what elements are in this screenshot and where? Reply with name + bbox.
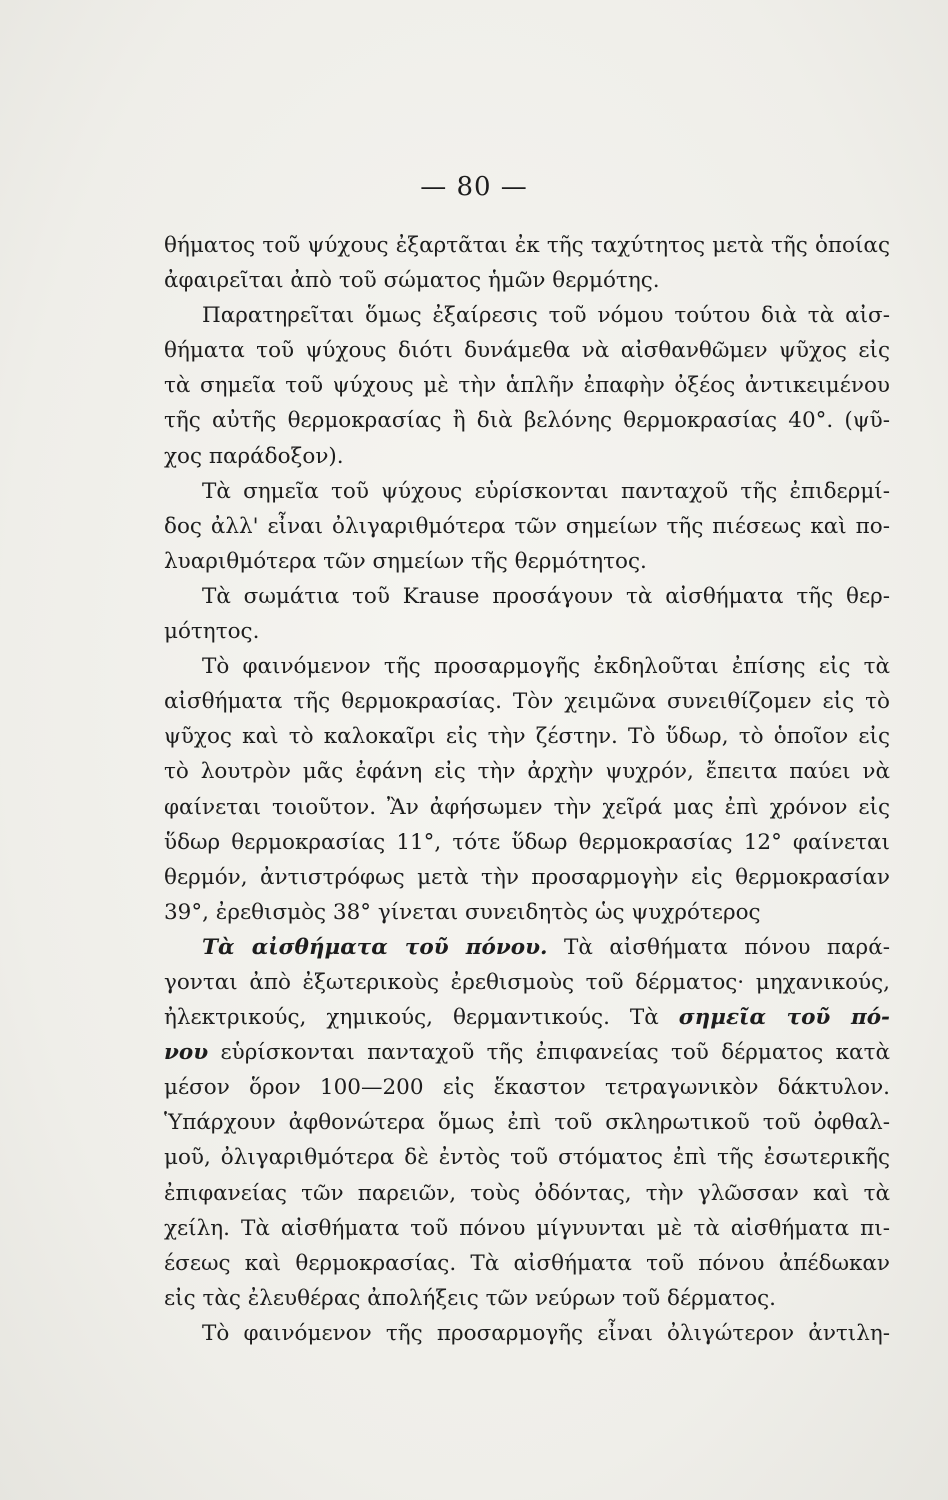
- text-line: εἰς τὰς ἐλευθέρας ἀπολήξεις τῶν νεύρων τοῦ δέρματος.: [164, 1285, 776, 1311]
- text-line: αἰσθήματα τῆς θερμοκρασίας. Τὸν χειμῶνα συνειθίζομεν εἰς τὸ: [164, 689, 890, 715]
- text-line: θήματα τοῦ ψύχους διότι δυνάμεθα νὰ αἰσθανθῶμεν ψῦχος εἰς: [164, 338, 890, 364]
- section-heading-line: Τὰ αἰσθήματα τοῦ πόνου. Τὰ αἰσθήματα πόνου παρά-: [202, 934, 890, 960]
- text-line: θήματος τοῦ ψύχους ἐξαρτᾶται ἐκ τῆς ταχύτητος μετὰ τῆς ὁποίας: [164, 233, 890, 258]
- text-line: μότητος.: [164, 619, 260, 645]
- text-line: ἐπιφανείας τῶν παρειῶν, τοὺς ὀδόντας, τὴν γλῶσσαν καὶ τὰ: [164, 1180, 890, 1206]
- text-line: Ὑπάρχουν ἀφθονώτερα ὅμως ἐπὶ τοῦ σκληρωτικοῦ τοῦ ὀφθαλ-: [164, 1110, 890, 1136]
- page-number: — 80 —: [420, 172, 528, 202]
- text-line: τῆς αὐτῆς θερμοκρασίας ἢ διὰ βελόνης θερμοκρασίας 40°. (ψῦ-: [164, 408, 890, 434]
- text-line: γονται ἀπὸ ἐξωτερικοὺς ἐρεθισμοὺς τοῦ δέρματος· μηχανικούς,: [164, 969, 890, 995]
- text-line: 39°, ἐρεθισμὸς 38° γίνεται συνειδητὸς ὡς ψυχρότερος: [164, 899, 761, 925]
- text-line: χος παράδοξον).: [164, 443, 344, 469]
- text-line: νου εὑρίσκονται πανταχοῦ τῆς ἐπιφανείας τοῦ δέρματος κατὰ: [164, 1040, 890, 1066]
- text-line: μοῦ, ὀλιγαριθμότερα δὲ ἐντὸς τοῦ στόματος ἐπὶ τῆς ἐσωτερικῆς: [164, 1145, 890, 1171]
- paragraph-start-line: Τὸ φαινόμενον τῆς προσαρμογῆς ἐκδηλοῦται ἐπίσης εἰς τὰ: [202, 654, 890, 680]
- emphasis-term: σημεῖα τοῦ πό-: [678, 1005, 890, 1031]
- text-line: ψῦχος καὶ τὸ καλοκαῖρι εἰς τὴν ζέστην. Τὸ ὕδωρ, τὸ ὁποῖον εἰς: [164, 724, 890, 750]
- text-line: χείλη. Τὰ αἰσθήματα τοῦ πόνου μίγνυνται μὲ τὰ αἰσθήματα πι-: [164, 1215, 890, 1241]
- paragraph-start-line: Τὰ σωμάτια τοῦ Krause προσάγουν τὰ αἰσθήματα τῆς θερ-: [202, 583, 890, 609]
- text-line: φαίνεται τοιοῦτον. Ἂν ἀφήσωμεν τὴν χεῖρά μας ἐπὶ χρόνον εἰς: [164, 794, 890, 820]
- section-heading: Τὰ αἰσθήματα τοῦ πόνου.: [202, 934, 548, 960]
- emphasis-term: νου: [164, 1040, 209, 1066]
- text-line: δος ἀλλ' εἶναι ὀλιγαριθμότερα τῶν σημείων τῆς πιέσεως καὶ πο-: [164, 513, 890, 539]
- paragraph-start-line: Τὰ σημεῖα τοῦ ψύχους εὑρίσκονται πανταχοῦ τῆς ἐπιδερμί-: [202, 478, 890, 504]
- body-text: [164, 228, 890, 1351]
- text-line: ὕδωρ θερμοκρασίας 11°, τότε ὕδωρ θερμοκρασίας 12° φαίνεται: [164, 829, 890, 855]
- text-line: ἠλεκτρικούς, χημικούς, θερμαντικούς. Τὰ σημεῖα τοῦ πό-: [164, 1005, 890, 1031]
- text-line: λυαριθμότερα τῶν σημείων τῆς θερμότητος.: [164, 548, 647, 574]
- paragraph-start-line: Τὸ φαινόμενον τῆς προσαρμογῆς εἶναι ὀλιγώτερον ἀντιλη-: [202, 1320, 890, 1346]
- text-line: μέσον ὅρον 100—200 εἰς ἕκαστον τετραγωνικὸν δάκτυλον.: [164, 1075, 890, 1101]
- paragraph-start-line: Παρατηρεῖται ὅμως ἐξαίρεσις τοῦ νόμου τούτου διὰ τὰ αἰσ-: [202, 303, 890, 329]
- text-line: τὸ λουτρὸν μᾶς ἐφάνη εἰς τὴν ἀρχὴν ψυχρόν, ἔπειτα παύει νὰ: [164, 759, 890, 785]
- text-line: έσεως καὶ θερμοκρασίας. Τὰ αἰσθήματα τοῦ πόνου ἀπέδωκαν: [164, 1250, 890, 1276]
- text-line: τὰ σημεῖα τοῦ ψύχους μὲ τὴν ἁπλῆν ἐπαφὴν ὀξέος ἀντικειμένου: [164, 373, 890, 399]
- text-line: ἀφαιρεῖται ἀπὸ τοῦ σώματος ἡμῶν θερμότης.: [164, 268, 660, 294]
- text-line: θερμόν, ἀντιστρόφως μετὰ τὴν προσαρμογὴν εἰς θερμοκρασίαν: [164, 864, 890, 890]
